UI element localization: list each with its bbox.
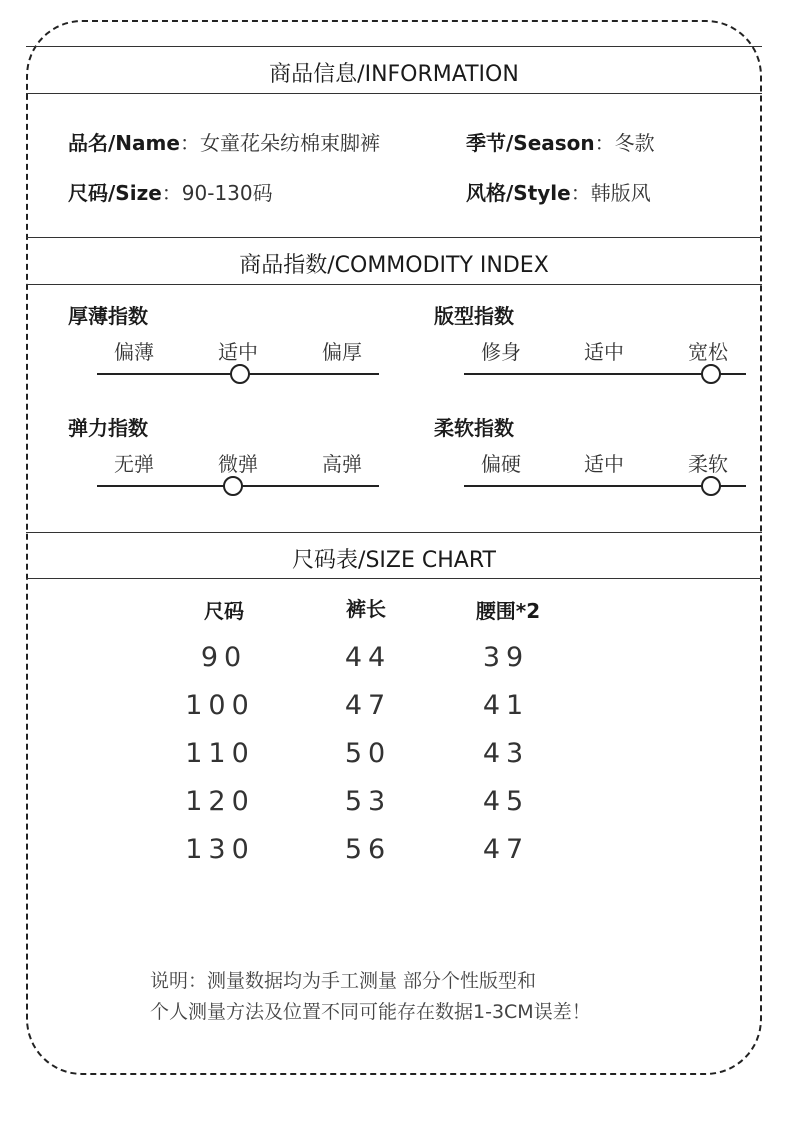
elasticity-level-2: 微弹 (218, 452, 258, 476)
info-style-label: 风格/Style (466, 181, 571, 205)
softness-indicator (701, 476, 721, 496)
softness-title: 柔软指数 (434, 416, 514, 440)
divider-size-bottom (26, 578, 762, 579)
table-cell-size: 120 (185, 786, 255, 817)
table-cell-size: 130 (185, 834, 255, 865)
table-cell-length: 50 (344, 738, 392, 769)
divider-size-top (26, 532, 762, 533)
info-season-value: 冬款 (614, 131, 655, 155)
commodity-index-title: 商品指数/COMMODITY INDEX (239, 253, 549, 278)
info-style-value: 韩版风 (590, 181, 651, 205)
info-name (68, 127, 380, 156)
table-cell-waist: 41 (482, 690, 530, 721)
note-line-1: 说明：测量数据均为手工测量 部分个性版型和 (150, 970, 537, 992)
elasticity-indicator (223, 476, 243, 496)
divider-information (26, 93, 762, 94)
table-cell-waist: 39 (482, 642, 530, 673)
waist-col-header: 腰围*2 (475, 599, 541, 623)
table-cell-size: 100 (185, 690, 255, 721)
thickness-title: 厚薄指数 (68, 304, 148, 328)
thickness-level-3: 偏厚 (322, 340, 362, 364)
table-cell-waist: 43 (482, 738, 530, 769)
table-cell-length: 56 (344, 834, 392, 865)
table-cell-waist: 47 (482, 834, 530, 865)
softness-level-1: 偏硬 (481, 452, 521, 476)
info-size-value: 90-130码 (181, 181, 273, 205)
size-col-header: 尺码 (204, 599, 244, 623)
length-col-header: 裤长 (346, 597, 386, 621)
size-chart-title: 尺码表/SIZE CHART (292, 548, 496, 573)
table-cell-length: 53 (344, 786, 392, 817)
fit-indicator (701, 364, 721, 384)
thickness-indicator (230, 364, 250, 384)
divider-index-bottom (26, 284, 762, 285)
table-cell-length: 47 (344, 690, 392, 721)
table-cell-size: 90 (200, 642, 248, 673)
info-size (68, 177, 273, 206)
info-size-sep: ： (161, 181, 182, 205)
thickness-level-1: 偏薄 (114, 340, 154, 364)
info-season (466, 127, 655, 156)
info-size-label: 尺码/Size (68, 181, 162, 205)
fit-level-2: 适中 (584, 340, 624, 364)
thickness-level-2: 适中 (218, 340, 258, 364)
softness-level-3: 柔软 (688, 452, 728, 476)
info-season-label: 季节/Season (466, 131, 595, 155)
softness-level-2: 适中 (584, 452, 624, 476)
note-line-2: 个人测量方法及位置不同可能存在数据1-3CM误差！ (150, 1001, 591, 1023)
divider-top (26, 46, 762, 47)
table-cell-length: 44 (344, 642, 392, 673)
info-name-value: 女童花朵纺棉束脚裤 (199, 131, 380, 155)
info-name-sep: ： (179, 131, 200, 155)
fit-level-3: 宽松 (688, 340, 728, 364)
elasticity-title: 弹力指数 (68, 416, 148, 440)
info-season-sep: ： (594, 131, 615, 155)
table-cell-size: 110 (185, 738, 255, 769)
info-name-label: 品名/Name (68, 131, 180, 155)
info-style (466, 177, 651, 206)
elasticity-level-3: 高弹 (322, 452, 362, 476)
fit-level-1: 修身 (481, 340, 521, 364)
divider-index-top (26, 237, 762, 238)
information-title: 商品信息/INFORMATION (269, 62, 519, 87)
fit-title: 版型指数 (434, 304, 514, 328)
table-cell-waist: 45 (482, 786, 530, 817)
info-style-sep: ： (570, 181, 591, 205)
elasticity-level-1: 无弹 (114, 452, 154, 476)
